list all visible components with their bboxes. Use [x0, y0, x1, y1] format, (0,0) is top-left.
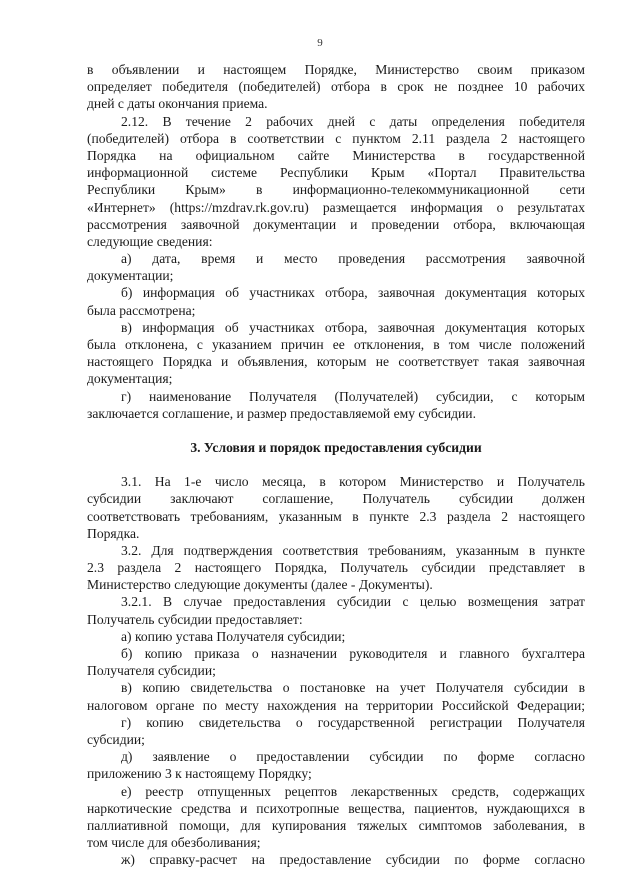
text-line: Получателя субсидии;: [87, 663, 216, 679]
text-line: б) информация об участниках отбора, заявочная документация которых: [121, 285, 585, 301]
text-line: 3.2.1. В случае предоставления субсидии с целью возмещения затрат: [121, 594, 585, 610]
text-line: дней с даты окончания приема.: [87, 96, 268, 112]
text-line: Порядка.: [87, 525, 140, 541]
text-line: (победителей) отбора в соответствии с пунктом 2.11 раздела 2 настоящего: [87, 130, 585, 146]
text-line: рассмотрения заявочной документации и проведении отбора, включающая: [87, 216, 585, 232]
section-heading: 3. Условия и порядок предоставления субсидии: [190, 439, 482, 455]
text-line: документации;: [87, 268, 174, 284]
text-line: субсидии заключают соглашение, Получатель субсидии должен: [87, 491, 585, 507]
text-line: Получатель субсидии предоставляет:: [87, 611, 303, 627]
text-line: следующие сведения:: [87, 233, 213, 249]
text-line: а) дата, время и место проведения рассмотрения заявочной: [121, 251, 585, 267]
text-line: в) информация об участниках отбора, заявочная документация которых: [121, 319, 585, 335]
text-line: Порядка на официальном сайте Министерства в государственной: [87, 147, 585, 163]
text-line: заключается соглашение, и размер предоставляемой ему субсидии.: [87, 405, 476, 421]
text-line: 3.1. На 1-е число месяца, в котором Министерство и Получатель: [121, 474, 585, 490]
text-line: была рассмотрена;: [87, 302, 196, 318]
text-line: Республики Крым» в информационно-телекоммуникационной сети: [87, 182, 585, 198]
text-line: 2.12. В течение 2 рабочих дней с даты определения победителя: [121, 113, 585, 129]
text-line: субсидии;: [87, 731, 145, 747]
text-line: настоящего Порядка и объявления, которым не соответствует такая заявочная: [87, 354, 585, 370]
text-line: была отклонена, с указанием причин ее отклонения, в том числе положений: [87, 337, 585, 352]
text-line: 3.2. Для подтверждения соответствия требованиям, указанным в пункте: [121, 542, 585, 558]
text-line: информационной системе Республики Крым «Портал Правительства: [87, 165, 585, 181]
text-line: е) реестр отпущенных рецептов лекарственных средств, содержащих: [121, 783, 585, 799]
text-line: налоговом органе по месту нахождения на территории Российской Федерации;: [87, 697, 585, 713]
spacer: [87, 422, 585, 439]
page-number: 9: [317, 37, 323, 49]
text-line: б) копию приказа о назначении руководителя и главного бухгалтера: [121, 646, 585, 661]
text-line: г) копию свидетельства о государственной регистрации Получателя: [121, 714, 585, 730]
text-line: ж) справку-расчет на предоставление субсидии по форме согласно: [121, 852, 585, 868]
text-line: а) копию устава Получателя субсидии;: [121, 628, 346, 644]
text-line: Министерство следующие документы (далее - Документы).: [87, 577, 433, 593]
text-line: 2.3 раздела 2 настоящего Порядка, Получатель субсидии представляет в: [87, 560, 585, 576]
text-line: паллиативной помощи, для купирования тяжелых симптомов заболевания, в: [87, 817, 585, 833]
body-part-1: [87, 61, 585, 422]
text-line: в объявлении и настоящем Порядке, Министерство своим приказом: [87, 62, 585, 77]
text-line: документация;: [87, 371, 173, 387]
text-line: д) заявление о предоставлении субсидии по форме согласно: [121, 749, 585, 765]
text-line: определяет победителя (победителей) отбора в срок не позднее 10 рабочих: [87, 79, 585, 95]
text-line: том числе для обезболивания;: [87, 835, 261, 851]
text-line: наркотические средства и психотропные вещества, пациентов, нуждающихся в: [87, 800, 585, 816]
text-line: соответствовать требованиям, указанным в пункте 2.3 раздела 2 настоящего: [87, 508, 585, 524]
text-line: г) наименование Получателя (Получателей) субсидии, с которым: [121, 388, 585, 404]
document-body: [87, 61, 585, 868]
spacer: [87, 456, 585, 473]
text-line: в) копию свидетельства о постановке на учет Получателя субсидии в: [121, 680, 585, 696]
text-line: «Интернет» (https://mzdrav.rk.gov.ru) размещается информация о результатах: [87, 199, 585, 215]
text-line: приложению 3 к настоящему Порядку;: [87, 766, 312, 782]
body-part-2: [87, 473, 585, 868]
